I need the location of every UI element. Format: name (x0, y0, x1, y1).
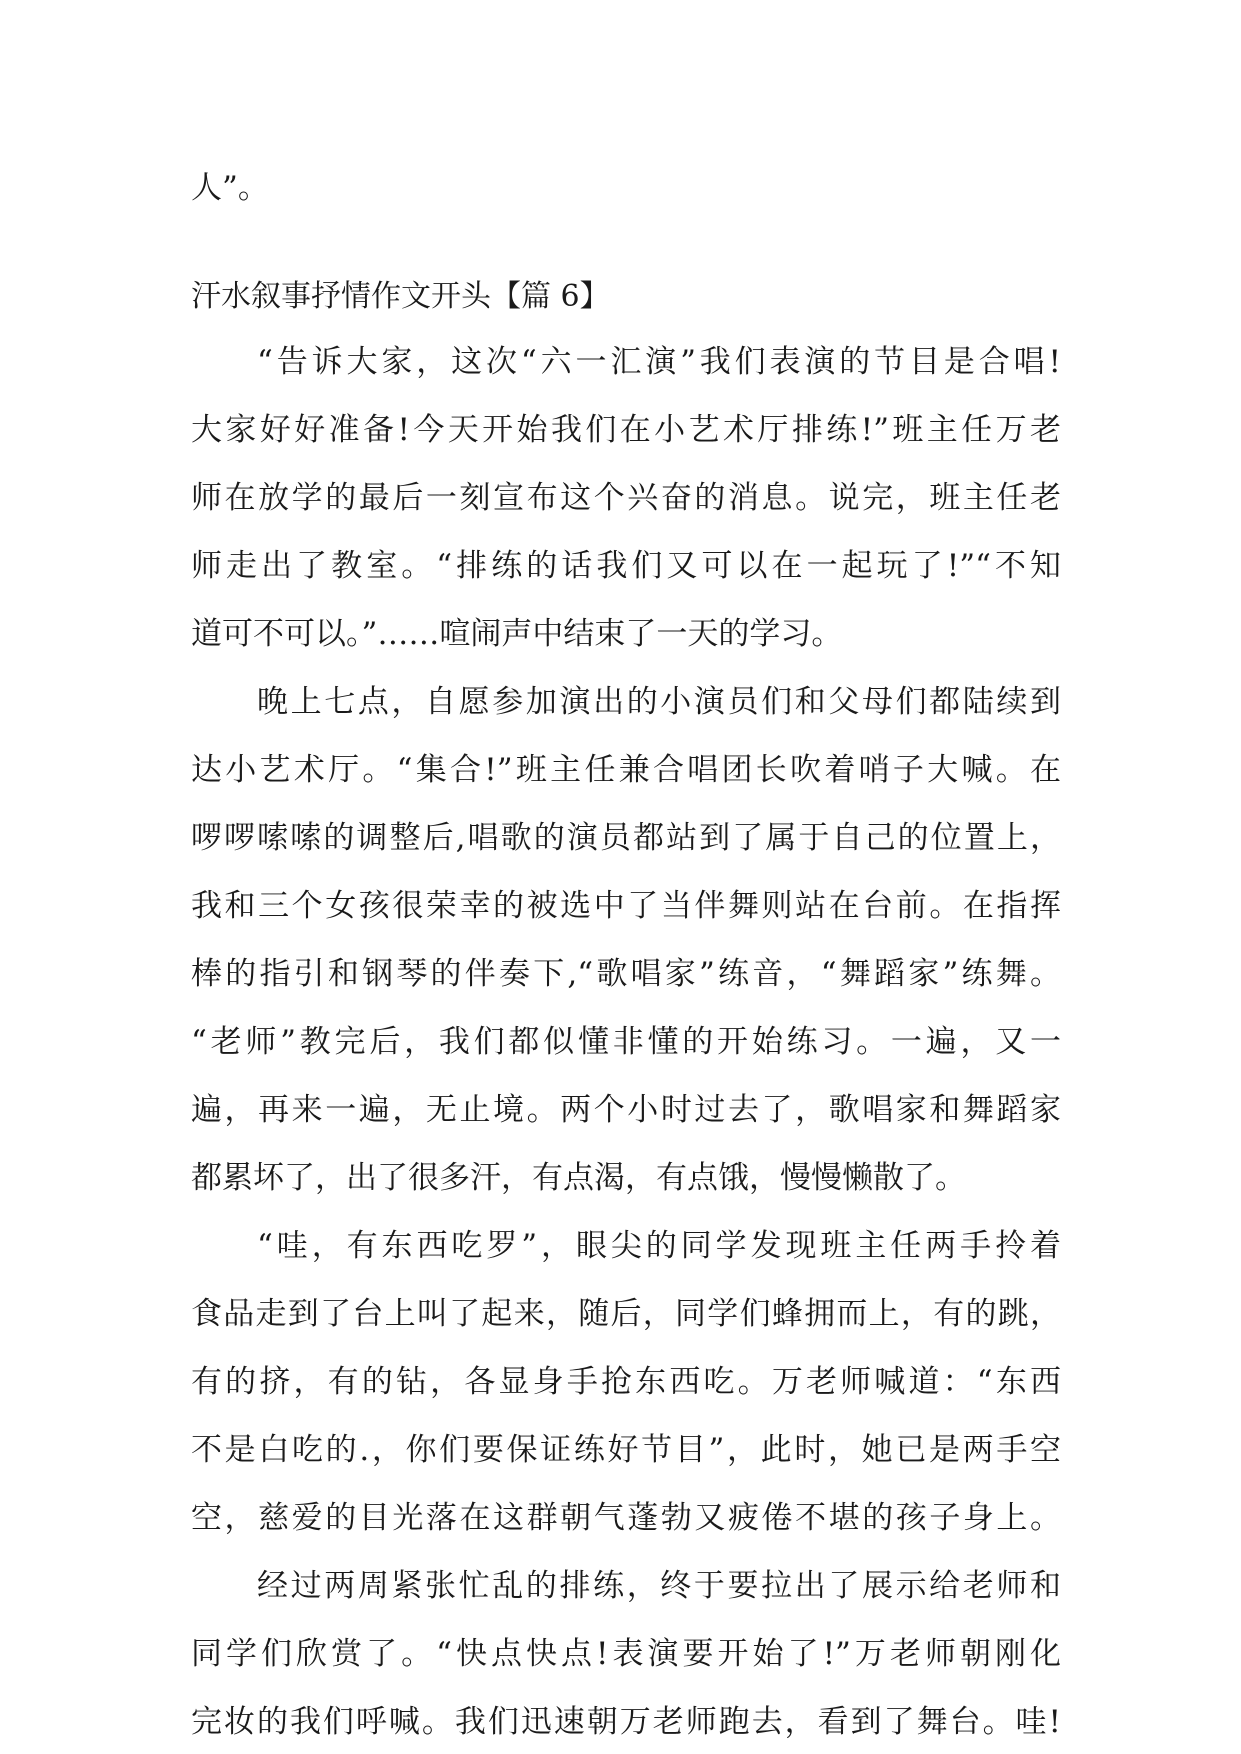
text-line: 遍，再来一遍，无止境。两个小时过去了，歌唱家和舞蹈家 (191, 1092, 1061, 1128)
text-line: “哇，有东西吃罗”，眼尖的同学发现班主任两手拎着 (257, 1228, 1061, 1264)
text-line: 完妆的我们呼喊。我们迅速朝万老师跑去，看到了舞台。哇! (191, 1704, 1061, 1740)
text-line: 食品走到了台上叫了起来，随后，同学们蜂拥而上，有的跳， (191, 1296, 1061, 1332)
text-line: 不是白吃的.，你们要保证练好节目”，此时，她已是两手空 (191, 1432, 1061, 1468)
text-line: 同学们欣赏了。“快点快点!表演要开始了!”万老师朝刚化 (191, 1636, 1061, 1672)
text-line: “老师”教完后，我们都似懂非懂的开始练习。一遍，又一 (191, 1024, 1061, 1060)
text-line: 道可不可以。”……喧闹声中结束了一天的学习。 (191, 616, 843, 652)
text-line: 啰啰嗦嗦的调整后,唱歌的演员都站到了属于自己的位置上， (191, 820, 1061, 856)
intro-tail: 人”。 (191, 170, 269, 206)
text-line: 我和三个女孩很荣幸的被选中了当伴舞则站在台前。在指挥 (191, 888, 1061, 924)
text-line: 棒的指引和钢琴的伴奏下,“歌唱家”练音，“舞蹈家”练舞。 (191, 956, 1061, 992)
text-line: 师在放学的最后一刻宣布这个兴奋的消息。说完，班主任老 (191, 480, 1061, 516)
text-line: 晚上七点，自愿参加演出的小演员们和父母们都陆续到 (257, 684, 1061, 720)
section-title: 汗水叙事抒情作文开头【篇 6】 (191, 279, 610, 314)
text-line: 有的挤，有的钻，各显身手抢东西吃。万老师喊道：“东西 (191, 1364, 1061, 1400)
text-line: 空，慈爱的目光落在这群朝气蓬勃又疲倦不堪的孩子身上。 (191, 1500, 1061, 1536)
text-line: 经过两周紧张忙乱的排练，终于要拉出了展示给老师和 (257, 1568, 1061, 1604)
text-line: 都累坏了，出了很多汗，有点渴，有点饿，慢慢懒散了。 (191, 1160, 966, 1196)
text-line: 大家好好准备!今天开始我们在小艺术厅排练!”班主任万老 (191, 412, 1061, 448)
text-line: 师走出了教室。“排练的话我们又可以在一起玩了!”“不知 (191, 548, 1061, 584)
text-line: “告诉大家，这次“六一汇演”我们表演的节目是合唱! (257, 344, 1061, 380)
text-line: 达小艺术厅。“集合!”班主任兼合唱团长吹着哨子大喊。在 (191, 752, 1061, 788)
